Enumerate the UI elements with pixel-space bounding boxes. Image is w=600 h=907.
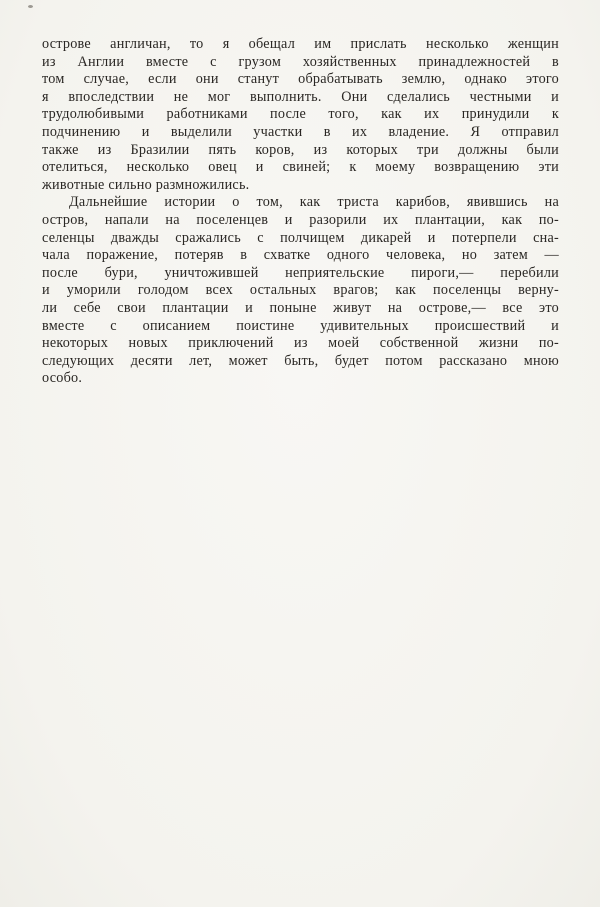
paragraph-1 (42, 36, 559, 194)
text-line: особо. (42, 370, 83, 387)
text-line: Дальнейшие истории о том, как триста карибов, явившись на (69, 194, 559, 211)
paragraph-2 (42, 194, 559, 388)
text-line: также из Бразилии пять коров, из которых три должны были (42, 141, 559, 158)
text-line: отелиться, несколько овец и свиней; к моему возвращению эти (42, 159, 559, 176)
text-line: из Англии вместе с грузом хозяйственных принадлежностей в (42, 53, 559, 70)
text-line: том случае, если они станут обрабатывать землю, однако этого (42, 71, 559, 88)
text-line: острове англичан, то я обещал им прислать несколько женщин (42, 36, 559, 52)
page-text (42, 36, 559, 388)
text-line: подчинению и выделили участки в их владение. Я отправил (42, 123, 559, 140)
text-line: вместе с описанием поистине удивительных происшествий и (42, 317, 559, 334)
text-line: я впоследствии не мог выполнить. Они сделались честными и (42, 88, 559, 105)
text-line: чала поражение, потеряв в схватке одного человека, но затем — (42, 247, 559, 264)
scan-artifact (28, 5, 33, 8)
text-line: остров, напали на поселенцев и разорили их плантации, как по- (42, 211, 559, 228)
text-line: трудолюбивыми работниками после того, как их принудили к (42, 106, 559, 123)
text-line: селенцы дважды сражались с полчищем дикарей и потерпели сна- (42, 229, 559, 246)
text-line: ли себе свои плантации и поныне живут на острове,— все это (42, 299, 559, 316)
text-line: некоторых новых приключений из моей собственной жизни по- (42, 335, 559, 352)
text-line: следующих десяти лет, может быть, будет потом рассказано мною (42, 352, 559, 369)
text-line: и уморили голодом всех остальных врагов; как поселенцы верну- (42, 282, 559, 299)
text-line: животные сильно размножились. (42, 176, 250, 193)
text-line: после бури, уничтожившей неприятельские пироги,— перебили (42, 264, 559, 281)
